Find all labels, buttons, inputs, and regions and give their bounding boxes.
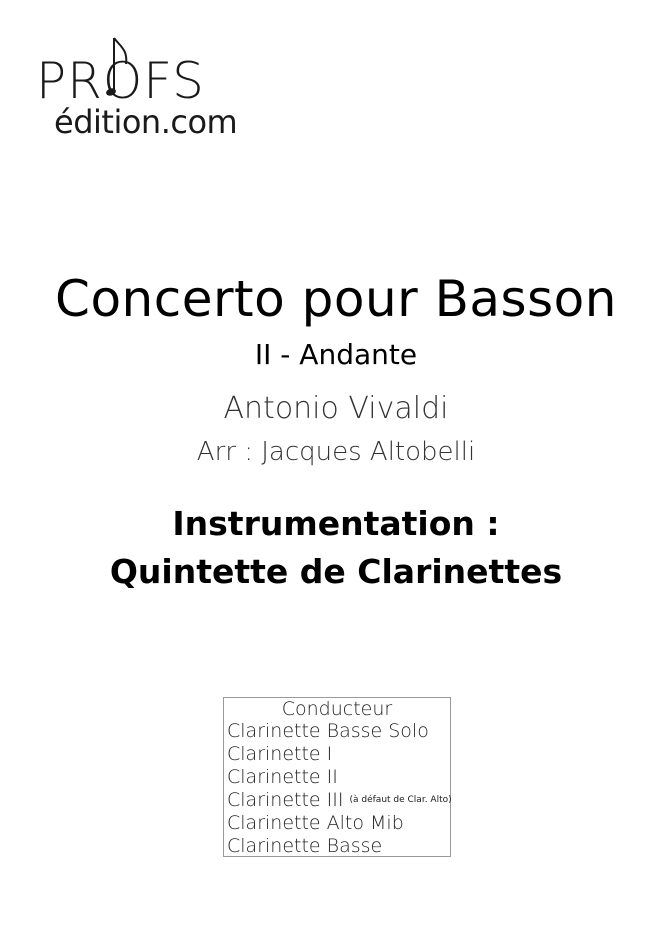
piece-title: Concerto pour Basson — [55, 270, 617, 328]
part-note: (à défaut de Clar. Alto) — [349, 795, 452, 805]
part-item — [227, 812, 447, 835]
part-item — [227, 743, 447, 766]
movement-title: II - Andante — [254, 338, 418, 371]
part-item — [227, 720, 447, 743]
instrumentation-ensemble: Quintette de Clarinettes — [109, 552, 563, 591]
parts-list-header: Conducteur — [281, 698, 393, 720]
publisher-logo — [36, 34, 236, 144]
logo-domain-text: édition.com — [54, 103, 238, 141]
part-name: Clarinette III — [227, 789, 344, 811]
part-name: Clarinette II — [227, 766, 338, 788]
part-name: Clarinette Basse Solo — [227, 720, 429, 742]
logo-brand-text: PROFS — [36, 52, 205, 110]
part-name: Clarinette Alto Mib — [227, 812, 404, 834]
arranger-name: Arr : Jacques Altobelli — [196, 437, 476, 467]
part-name: Clarinette Basse — [227, 835, 383, 857]
part-item — [227, 766, 447, 789]
parts-list — [223, 697, 451, 857]
composer-name: Antonio Vivaldi — [223, 391, 449, 426]
part-name: Clarinette I — [227, 743, 333, 765]
part-item — [227, 789, 452, 812]
part-item — [227, 835, 447, 858]
instrumentation-heading: Instrumentation : — [172, 504, 500, 543]
